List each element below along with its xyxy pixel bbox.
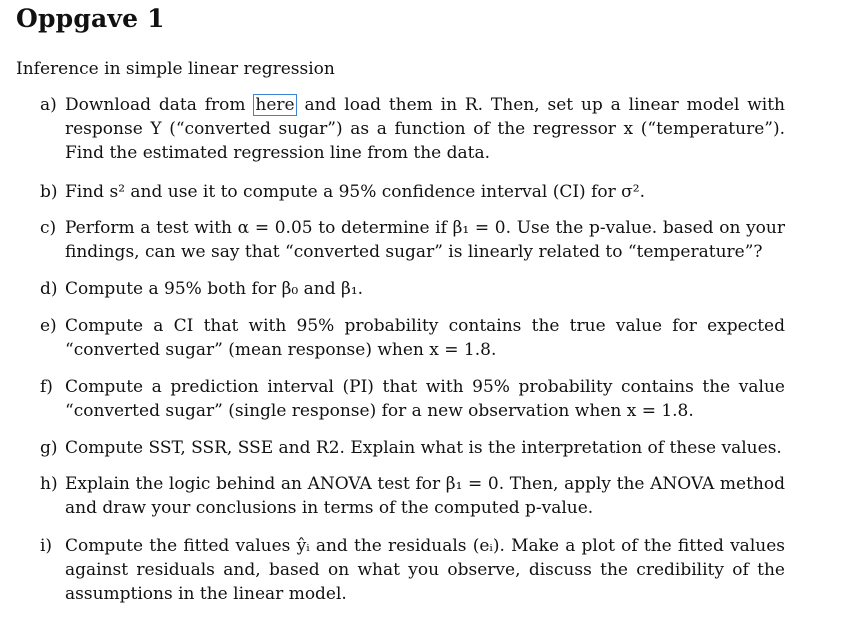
task-text-g: Compute SST, SSR, SSE and R2. Explain what is the interpretation of these values. — [65, 438, 782, 458]
task-item-e — [40, 314, 785, 362]
task-item-c — [40, 216, 785, 264]
download-data-link[interactable]: here — [255, 95, 295, 115]
task-text-a — [65, 93, 785, 165]
task-label-e: e) — [40, 316, 57, 336]
task-label-h: h) — [40, 474, 58, 494]
task-item-g — [40, 436, 785, 460]
task-text-f: Compute a prediction interval (PI) that with 95% probability contains the value “converted sugar” (single response) for a new observation when x = 1.8. — [65, 377, 785, 421]
task-item-h — [40, 472, 785, 520]
section-subtitle: Inference in simple linear regression — [16, 59, 335, 79]
task-text-c: Perform a test with α = 0.05 to determine if β₁ = 0. Use the p-value. based on your findings, can we say that “converted sugar” is linearly related to “temperature”? — [65, 218, 785, 262]
task-text-a-pre: Download data from — [65, 95, 254, 115]
task-item-a — [40, 93, 785, 165]
task-text-e: Compute a CI that with 95% probability contains the true value for expected “converted sugar” (mean response) when x = 1.8. — [65, 316, 785, 360]
task-text-a-post: and load them in R. Then, set up a linear model with response Y (“converted sugar”) as a function of the regressor x (“temperature”). Find the estimated regression line from the data. — [65, 95, 786, 163]
task-label-i: i) — [40, 536, 53, 556]
task-item-d — [40, 277, 785, 301]
task-label-f: f) — [40, 377, 53, 397]
task-text-h: Explain the logic behind an ANOVA test for β₁ = 0. Then, apply the ANOVA method and draw your conclusions in terms of the computed p-value. — [65, 474, 785, 518]
task-label-d: d) — [40, 279, 58, 299]
task-label-b: b) — [40, 182, 58, 202]
task-item-i — [40, 534, 785, 606]
page-title: Oppgave 1 — [16, 4, 165, 33]
task-text-b: Find s² and use it to compute a 95% confidence interval (CI) for σ². — [65, 182, 645, 202]
task-text-i: Compute the fitted values ŷᵢ and the residuals (eᵢ). Make a plot of the fitted values against residuals and, based on what you observe, discuss the credibility of the assumptions in the linear model. — [65, 536, 785, 604]
task-text-d: Compute a 95% both for β₀ and β₁. — [65, 279, 364, 299]
task-item-b — [40, 180, 785, 204]
task-label-g: g) — [40, 438, 58, 458]
task-item-f — [40, 375, 785, 423]
task-label-c: c) — [40, 218, 57, 238]
task-label-a: a) — [40, 95, 57, 115]
